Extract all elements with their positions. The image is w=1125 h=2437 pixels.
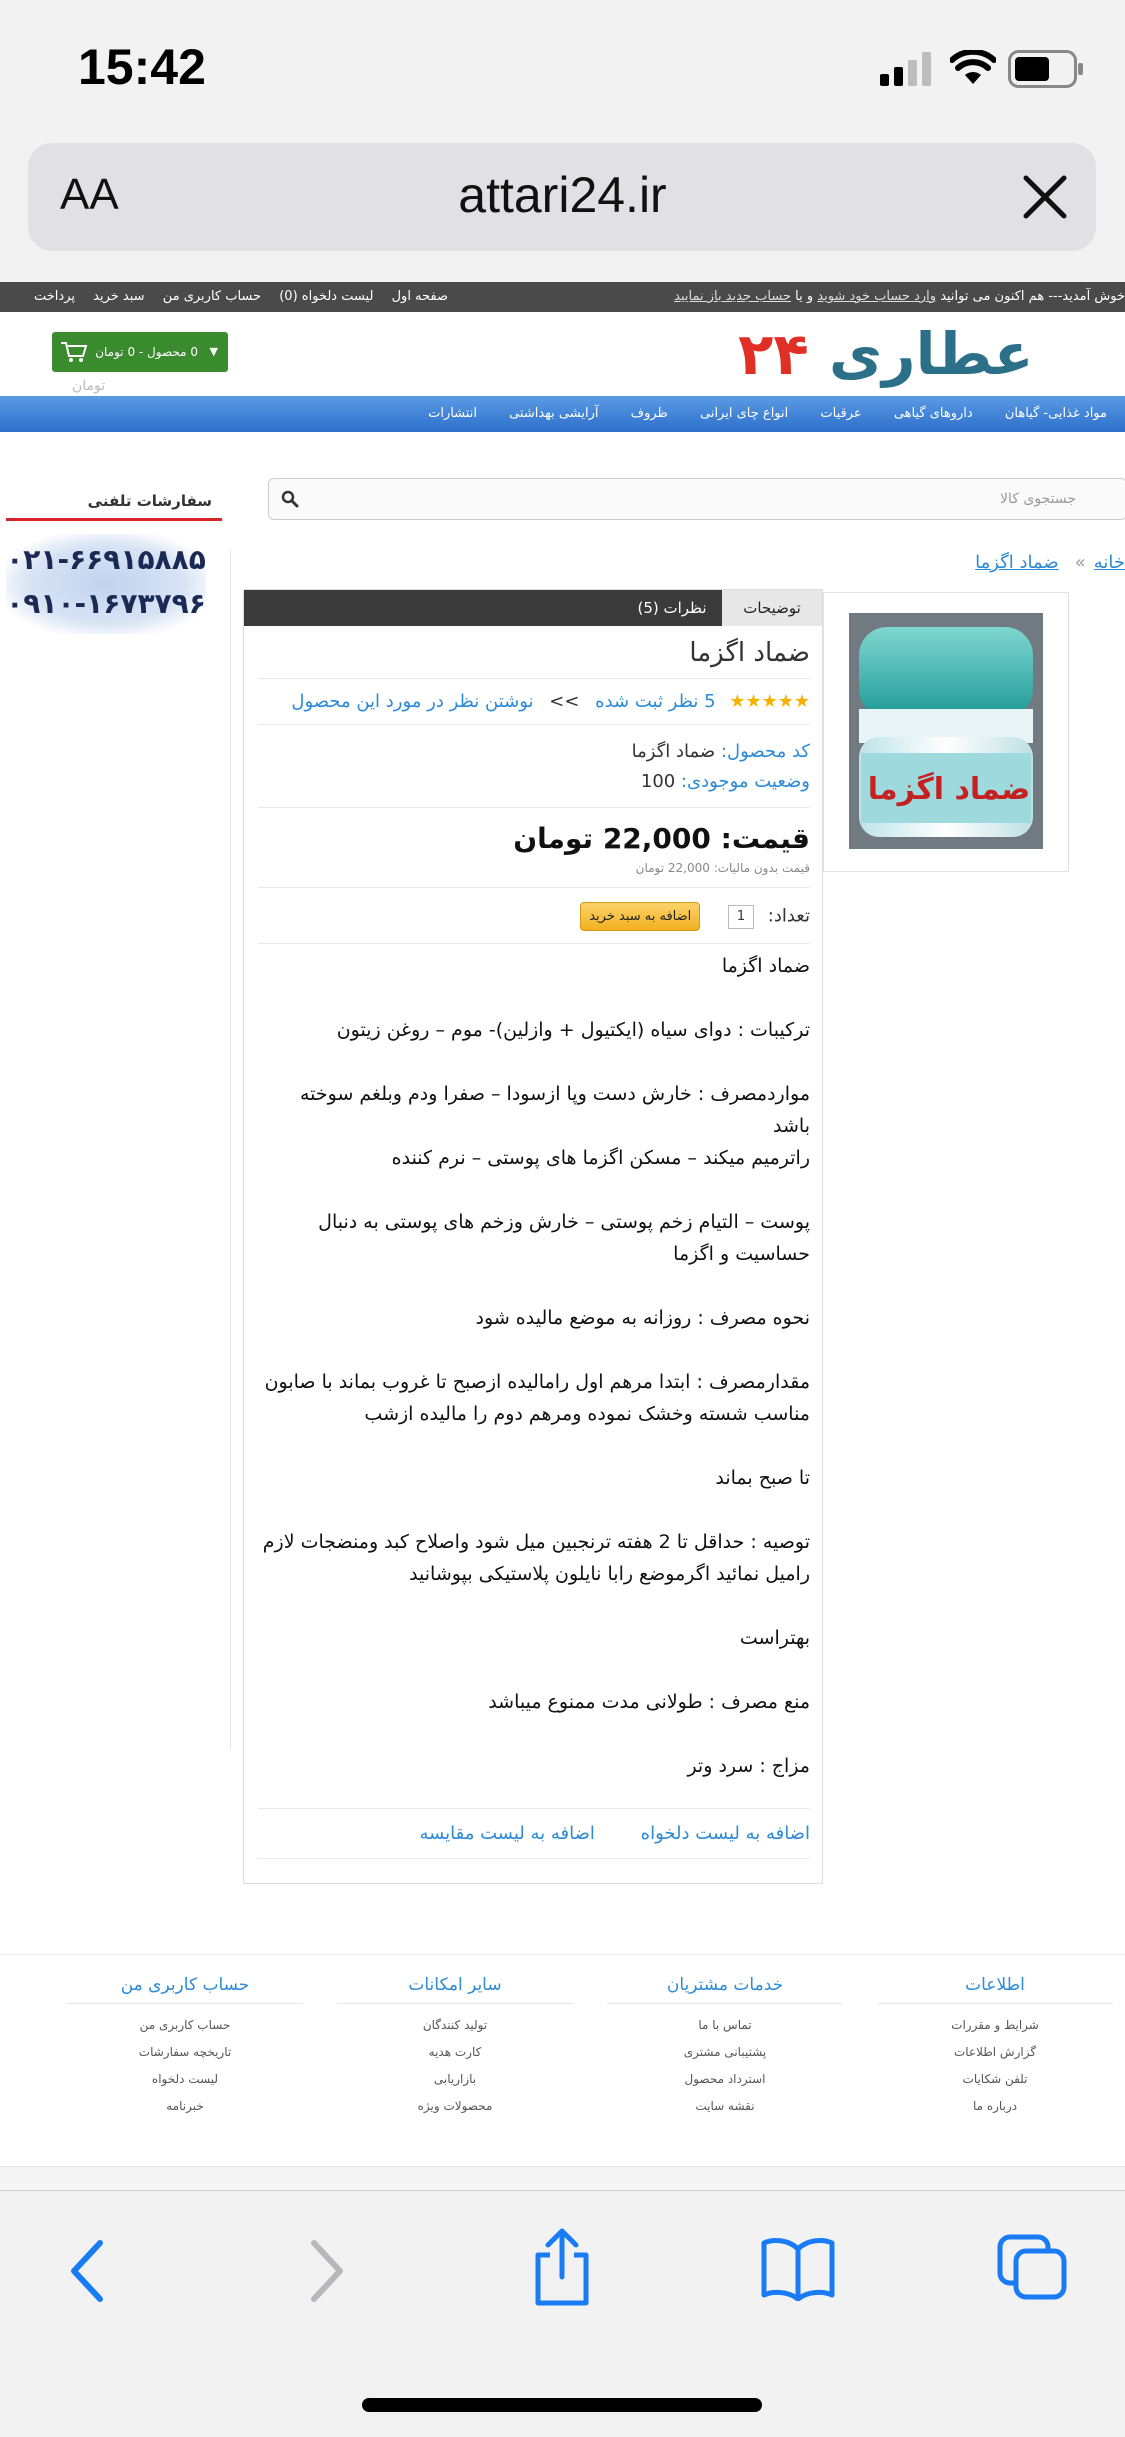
top-link-cart[interactable]: سبد خرید [93, 289, 145, 304]
cart-currency: تومان [72, 378, 106, 394]
product-jar-image [849, 613, 1043, 849]
footer-column-account [55, 1975, 315, 2120]
site-logo[interactable] [738, 320, 1033, 388]
price-ex-tax: قیمت بدون مالیات: 22,000 تومان [635, 861, 810, 875]
description-paragraph: بهتراست [739, 1627, 810, 1649]
product-price: قیمت: 22,000 تومان [513, 822, 810, 855]
description-paragraph: پوست – التیام زخم پوستی – خارش وزخم های پوستی به دنبال حساسیت و اگزما [318, 1211, 810, 1265]
add-to-wishlist-link[interactable]: اضافه به لیست دلخواه [640, 1823, 810, 1844]
top-link-account[interactable]: حساب کاربری من [162, 289, 262, 304]
quantity-label: تعداد: [767, 905, 810, 927]
footer-link[interactable]: حساب کاربری من [139, 2018, 231, 2032]
rating-stars-icon: ★★★★★ [729, 691, 810, 712]
footer-column-extras [325, 1975, 585, 2120]
forward-icon[interactable] [308, 2239, 348, 2303]
footer-link[interactable]: نقشه سایت [695, 2099, 755, 2113]
rating-separator: >> [549, 691, 580, 712]
column-divider [230, 550, 231, 1750]
price-block [258, 808, 810, 888]
register-link[interactable]: حساب جدید باز نمایید [674, 289, 791, 304]
stock-label: وضعیت موجودی: [680, 771, 810, 792]
product-description [258, 944, 810, 1782]
description-paragraph: تا صبح بماند [715, 1467, 810, 1489]
footer-link[interactable]: تولید کنندگان [422, 2018, 488, 2032]
quantity-input[interactable]: 1 [728, 905, 754, 929]
chevron-down-icon: ▼ [209, 345, 218, 358]
footer-link[interactable]: تماس با ما [698, 2018, 752, 2032]
battery-icon [1008, 50, 1084, 88]
add-to-cart-button[interactable]: اضافه به سبد خرید [580, 902, 700, 931]
nav-item-food-herbs[interactable]: مواد غذایی- گیاهان [1004, 406, 1107, 421]
description-paragraph: مواردمصرف : خارش دست وپا ازسودا – صفرا ودم وبلغم سوخته باشد راترمیم میکند – مسکن اگزما های پوستی – نرم کننده [299, 1083, 810, 1169]
footer-heading: اطلاعات [877, 1975, 1113, 2004]
welcome-or: و یا [795, 289, 814, 304]
breadcrumb-separator: » [1074, 552, 1086, 573]
description-paragraph: مقدارمصرف : ابتدا مرهم اول رامالیده ازصبح تا غروب بماند با صابون مناسب شسته وخشک نموده ومرهم دوم را مالیده ازشب [264, 1371, 810, 1425]
description-paragraph: مزاج : سرد وتر [687, 1755, 810, 1777]
url-text[interactable]: attari24.ir [458, 167, 667, 223]
footer-link[interactable]: تلفن شکایات [962, 2072, 1028, 2086]
product-content [258, 626, 810, 1859]
back-icon[interactable] [66, 2239, 106, 2303]
logo-text: عطاری [829, 320, 1034, 388]
wifi-icon [950, 50, 996, 86]
footer-column-info [865, 1975, 1125, 2120]
product-meta [258, 725, 810, 808]
phone-number-landline: ۰۲۱-۶۶۹۱۵۸۸۵ [6, 543, 206, 576]
description-paragraph: ترکیبات : دوای سیاه (ایکتیول + وازلین)- موم – روغن زیتون [336, 1019, 810, 1041]
top-bar [0, 282, 1125, 312]
nav-item-herbal-medicine[interactable]: داروهای گیاهی [893, 406, 973, 421]
search-bar[interactable] [268, 478, 1125, 520]
product-details-panel [243, 589, 823, 1884]
footer-link[interactable]: کارت هدیه [428, 2045, 482, 2059]
tabs-icon[interactable] [996, 2233, 1070, 2303]
welcome-text [674, 289, 1125, 304]
footer-link[interactable]: تاریخچه سفارشات [138, 2045, 232, 2059]
footer-link[interactable]: محصولات ویژه [417, 2099, 493, 2113]
site-footer [0, 1954, 1125, 2173]
nav-item-distillates[interactable]: عرقیات [820, 406, 862, 421]
footer-link[interactable]: بازاریابی [433, 2072, 477, 2086]
login-link[interactable]: وارد حساب خود شوید [817, 289, 937, 304]
description-paragraph: نحوه مصرف : روزانه به موضع مالیده شود [475, 1307, 810, 1329]
description-paragraph: منع مصرف : طولانی مدت ممنوع میباشد [488, 1691, 810, 1713]
reader-settings-label: AA [60, 170, 119, 219]
cellular-signal-icon [880, 52, 936, 86]
close-icon[interactable] [1020, 172, 1070, 222]
top-link-checkout[interactable]: پرداخت [34, 289, 75, 304]
nav-item-publications[interactable]: انتشارات [428, 406, 477, 421]
product-jar-label: ضماد اگزما [867, 772, 1031, 807]
footer-link[interactable]: لیست دلخواه [151, 2072, 219, 2086]
product-code-label: کد محصول: [720, 741, 810, 762]
phone-orders-heading [6, 482, 222, 521]
phone-orders-title: سفارشات تلفنی [87, 492, 212, 510]
main-nav [0, 396, 1125, 432]
footer-link[interactable]: خبرنامه [166, 2099, 204, 2113]
cart-button[interactable] [52, 332, 228, 372]
tab-reviews[interactable]: نظرات (5) [637, 599, 707, 617]
product-image[interactable] [823, 592, 1069, 872]
breadcrumb [975, 552, 1125, 573]
footer-link[interactable]: درباره ما [972, 2099, 1018, 2113]
welcome-label: خوش آمدید--- هم اکنون می توانید [940, 289, 1125, 304]
status-bar [0, 0, 1125, 140]
footer-heading: حساب کاربری من [67, 1975, 303, 2004]
logo-number: ۲۴ [738, 320, 809, 388]
cart-summary: 0 محصول - 0 تومان [95, 345, 198, 359]
footer-bottom-bar [0, 2166, 1125, 2190]
reviews-link[interactable]: 5 نظر ثبت شده [595, 691, 716, 712]
product-actions [258, 1808, 810, 1859]
search-input[interactable]: جستجوی کالا [1000, 491, 1076, 507]
phone-number-mobile: ۰۹۱۰-۱۶۷۳۷۹۶ [6, 587, 206, 620]
tab-description[interactable]: توضیحات [722, 590, 822, 626]
footer-link[interactable]: استرداد محصول [684, 2072, 766, 2086]
footer-link[interactable]: پشتیبانی مشتری [683, 2045, 767, 2059]
footer-column-customer-service [595, 1975, 855, 2120]
shopping-cart-icon [60, 340, 88, 364]
product-tabs [244, 590, 822, 626]
footer-heading: خدمات مشتریان [607, 1975, 843, 2004]
web-page [0, 282, 1125, 2190]
home-indicator [362, 2398, 762, 2412]
description-paragraph: ضماد اگزما [721, 955, 810, 977]
top-link-home[interactable]: صفحه اول [391, 289, 449, 304]
phone-numbers-banner [6, 534, 206, 634]
status-time: 15:42 [78, 39, 206, 95]
rating-row [258, 679, 810, 725]
footer-heading: سایر امکانات [337, 1975, 573, 2004]
top-links [20, 289, 448, 304]
nav-item-dishes[interactable]: ظروف [630, 406, 668, 421]
share-icon[interactable] [530, 2227, 594, 2307]
description-paragraph: توصیه : حداقل تا 2 هفته ترنجبین میل شود واصلاح کبد ومنضجات لازم رامیل نمائید اگرموضع رابا نایلون پلاستیکی بپوشانید [262, 1531, 810, 1585]
breadcrumb-current[interactable]: ضماد اگزما [975, 552, 1059, 573]
search-icon[interactable] [281, 490, 299, 508]
quantity-row [258, 888, 810, 944]
breadcrumb-home[interactable]: خانه [1093, 552, 1125, 573]
footer-link[interactable]: گزارش اطلاعات [953, 2045, 1037, 2059]
add-to-compare-link[interactable]: اضافه به لیست مقایسه [419, 1823, 595, 1844]
stock-value: 100 [640, 771, 676, 792]
nav-item-iranian-tea[interactable]: انواع چای ایرانی [700, 406, 789, 421]
product-code-value: ضماد اگزما [631, 741, 716, 762]
bookmarks-icon[interactable] [760, 2235, 836, 2301]
top-link-wishlist[interactable]: لیست دلخواه (0) [279, 289, 374, 304]
product-title: ضماد اگزما [258, 626, 810, 679]
nav-item-cosmetics[interactable]: آرایشی بهداشتی [509, 406, 599, 421]
write-review-link[interactable]: نوشتن نظر در مورد این محصول [291, 691, 534, 712]
footer-link[interactable]: شرایط و مقررات [951, 2018, 1039, 2032]
